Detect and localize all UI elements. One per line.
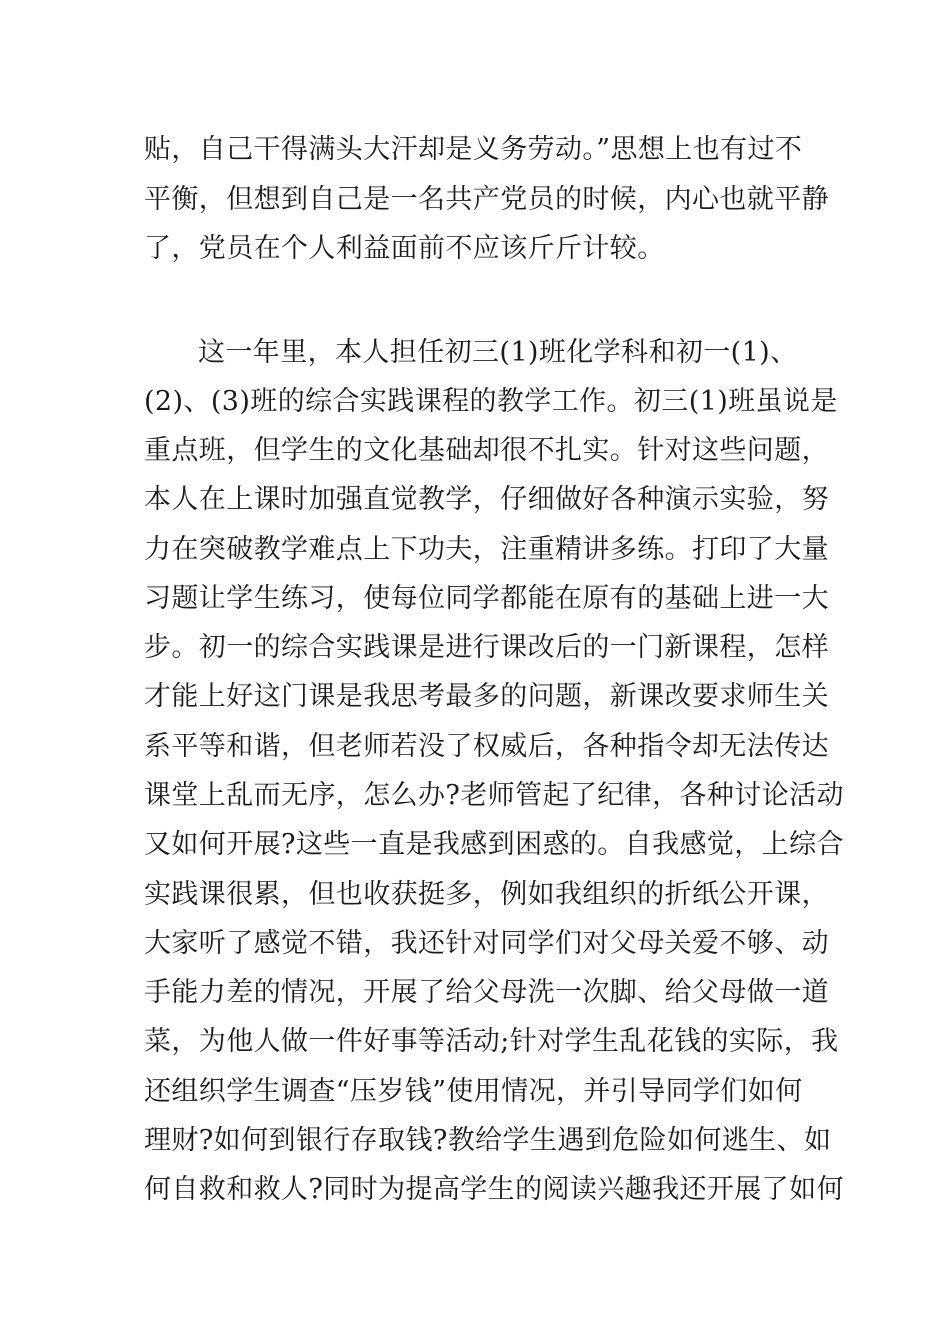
paragraph-2-line-2: (2)、(3)班的综合实践课程的教学工作。初三(1)班虽说是 [144,386,838,417]
paragraph-2-line-17: 理财?如何到银行存取钱?教给学生遇到危险如何逃生、如 [144,1125,832,1156]
paragraph-2-line-18: 何自救和救人?同时为提高学生的阅读兴趣我还开展了如何 [144,1174,844,1205]
paragraph-2-line-13: 大家听了感觉不错，我还针对同学们对父母关爱不够、动 [144,928,829,959]
paragraph-2-line-5: 力在突破教学难点上下功夫，注重精讲多练。打印了大量 [144,534,829,565]
paragraph-2-line-12: 实践课很累，但也收获挺多，例如我组织的折纸公开课， [144,879,829,910]
paragraph-2-line-7: 步。初一的综合实践课是进行课改后的一门新课程，怎样 [144,632,829,663]
paragraph-2-line-14: 手能力差的情况，开展了给父母洗一次脚、给父母做一道 [144,977,829,1008]
paragraph-2-line-8: 才能上好这门课是我思考最多的问题，新课改要求师生关 [144,681,829,712]
paragraph-2-line-3: 重点班，但学生的文化基础却很不扎实。针对这些问题， [144,435,829,466]
paragraph-2-line-11: 又如何开展?这些一直是我感到困惑的。自我感觉，上综合 [144,829,844,860]
paragraph-2-line-6: 习题让学生练习，使每位同学都能在原有的基础上进一大 [144,583,829,614]
paragraph-2-line-15: 菜，为他人做一件好事等活动;针对学生乱花钱的实际，我 [144,1026,839,1057]
paragraph-2-line-4: 本人在上课时加强直觉教学，仔细做好各种演示实验，努 [144,484,829,515]
paragraph-2-line-16: 还组织学生调查“压岁钱”使用情况，并引导同学们如何 [144,1076,803,1107]
paragraph-2-line-10: 课堂上乱而无序，怎么办?老师管起了纪律，各种讨论活动 [144,780,844,811]
paragraph-1-line-1: 贴，自己干得满头大汗却是义务劳动。”思想上也有过不 [144,134,803,165]
paragraph-2-line-1: 这一年里，本人担任初三(1)班化学科和初一(1)、 [198,337,798,368]
paragraph-2-line-9: 系平等和谐，但老师若没了权威后，各种指令却无法传达 [144,731,829,762]
paragraph-1-line-3: 了，党员在个人利益面前不应该斤斤计较。 [144,233,665,264]
paragraph-1-line-2: 平衡，但想到自己是一名共产党员的时候，内心也就平静 [144,184,829,215]
